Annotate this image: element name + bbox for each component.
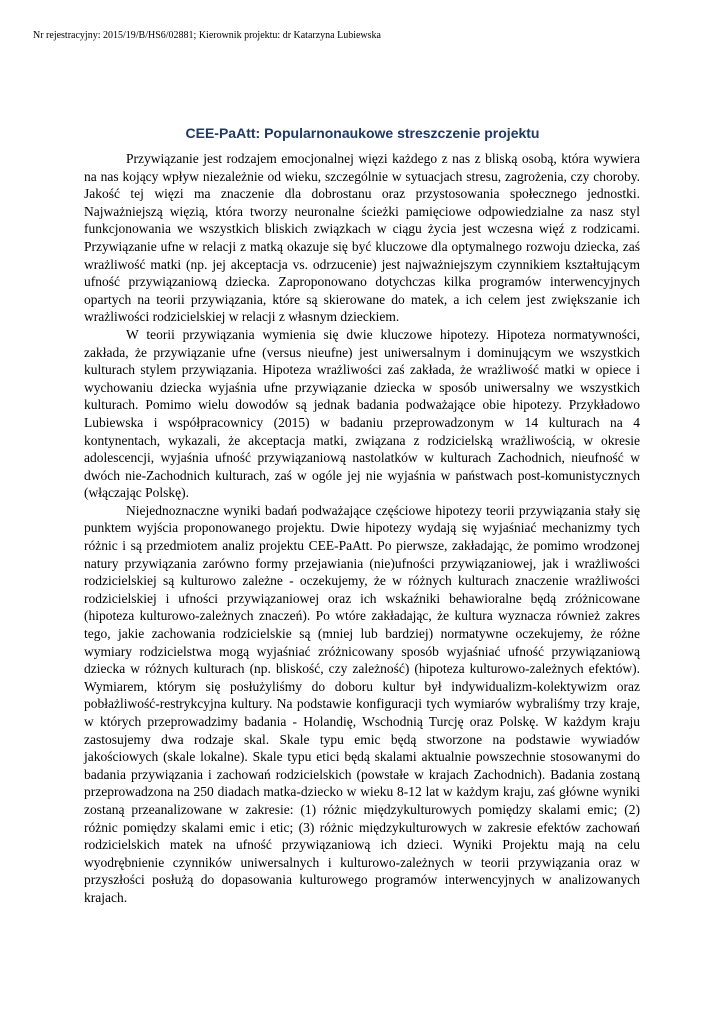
paragraph-2: W teorii przywiązania wymienia się dwie kluczowe hipotezy. Hipoteza normatywności, zakłada, że przywiązanie ufne (versus nieufne) jest uniwersalnym i dominującym we wszystkich kulturach stylem przywiązania. Hipoteza wrażliwości zaś zakłada, że wrażliwość matki w opiece i wychowaniu dziecka wyjaśnia ufne przywiązanie dziecka w sposób uniwersalny we wszystkich kulturach. Pomimo wielu dowodów są jednak badania podważające obie hipotezy. Przykładowo Lubiewska i współpracownicy (2015) w badaniu przeprowadzonym w 14 kulturach na 4 kontynentach, wykazali, że akceptacja matki, związana z rodzicielską wrażliwością, w okresie adolescencji, wyjaśnia ufność przywiązaniową nastolatków w kulturach Zachodnich, nieufność w dwóch nie-Zachodnich kulturach, zaś w ogóle jej nie wyjaśnia w państwach post-komunistycznych (włączając Polskę).	[84, 326, 640, 501]
paragraph-3: Niejednoznaczne wyniki badań podważające częściowe hipotezy teorii przywiązania stały się punktem wyjścia proponowanego projektu. Dwie hipotezy wydają się wyjaśniać mechanizmy tych różnic i są przedmiotem analiz projektu CEE-PaAtt. Po pierwsze, zakładając, że pomimo wrodzonej natury przywiązania zarówno formy przejawiania (nie)ufności przywiązaniowej, jak i wrażliwości rodzicielskiej są kulturowo zależne - oczekujemy, że w różnych kulturach znaczenie wrażliwości rodzicielskiej i ufności przywiązaniowej oraz ich wskaźniki behawioralne będą zróżnicowane (hipoteza kulturowo-zależnych znaczeń). Po wtóre zakładając, że kultura wyznacza również zakres tego, jakie zachowania rodzicielskie są (mniej lub bardziej) normatywne oczekujemy, że różne wymiary rodzicielstwa mogą wyjaśniać zróżnicowany sposób wyjaśniać ufność przywiązaniową dziecka w różnych kulturach (np. bliskość, czy zależność) (hipoteza kulturowo-zależnych efektów). Wymiarem, którym się posłużyliśmy do doboru kultur był indywidualizm-kolektywizm oraz pobłażliwość-restrykcyjna kultury. Na podstawie konfiguracji tych wymiarów wybraliśmy trzy kraje, w których przeprowadzimy badania - Holandię, Wschodnią Turcję oraz Polskę. W każdym kraju zastosujemy dwa rodzaje skal. Skale typu emic będą stworzone na podstawie wywiadów jakościowych (skale lokalne). Skale typu etici będą skalami aktualnie powszechnie stosowanymi do badania przywiązania i zachowań rodzicielskich (powstałe w krajach Zachodnich). Badania zostaną przeprowadzona na 250 diadach matka-dziecko w wieku 8-12 lat w każdym kraju, zaś główne wyniki zostaną przeanalizowane w zakresie: (1) różnic międzykulturowych pomiędzy skalami emic; (2) różnic pomiędzy skalami emic i etic; (3) różnic międzykulturowych w zakresie efektów zachowań rodzicielskich matek na ufność przywiązaniową ich dzieci. Wyniki Projektu mają na celu wyodrębnienie czynników uniwersalnych i kulturowo-zależnych w teorii przywiązania oraz w przyszłości posłużą do dopasowania kulturowego programów interwencyjnych w analizowanych krajach.	[84, 502, 640, 905]
document-body	[84, 150, 640, 907]
document-title: CEE-PaAtt: Popularnonaukowe streszczenie projektu	[185, 125, 540, 141]
registration-header: Nr rejestracyjny: 2015/19/B/HS6/02881; Kierownik projektu: dr Katarzyna Lubiewska	[33, 30, 381, 41]
paragraph-1: Przywiązanie jest rodzajem emocjonalnej więzi każdego z nas z bliską osobą, która wywiera na nas kojący wpływ niezależnie od wieku, szczególnie w sytuacjach stresu, zagrożenia, czy choroby. Jakość tej więzi ma znaczenie dla dobrostanu oraz przystosowania społecznego jednostki. Najważniejszą więzią, która tworzy neuronalne ścieżki pamięciowe odpowiedzialne za nasz styl funkcjonowania we wszystkich bliskich związkach w ciągu życia jest wczesna więź z rodzicami. Przywiązanie ufne w relacji z matką okazuje się być kluczowe dla optymalnego rozwoju dziecka, zaś wrażliwość matki (np. jej akceptacja vs. odrzucenie) jest najważniejszym czynnikiem kształtującym ufność przywiązaniową dziecka. Zaproponowano dotychczas kilka programów interwencyjnych opartych na teorii przywiązania, które są skierowane do matek, a ich celem jest zwiększanie ich wrażliwości rodzicielskiej w relacji z własnym dzieckiem.	[84, 151, 640, 325]
